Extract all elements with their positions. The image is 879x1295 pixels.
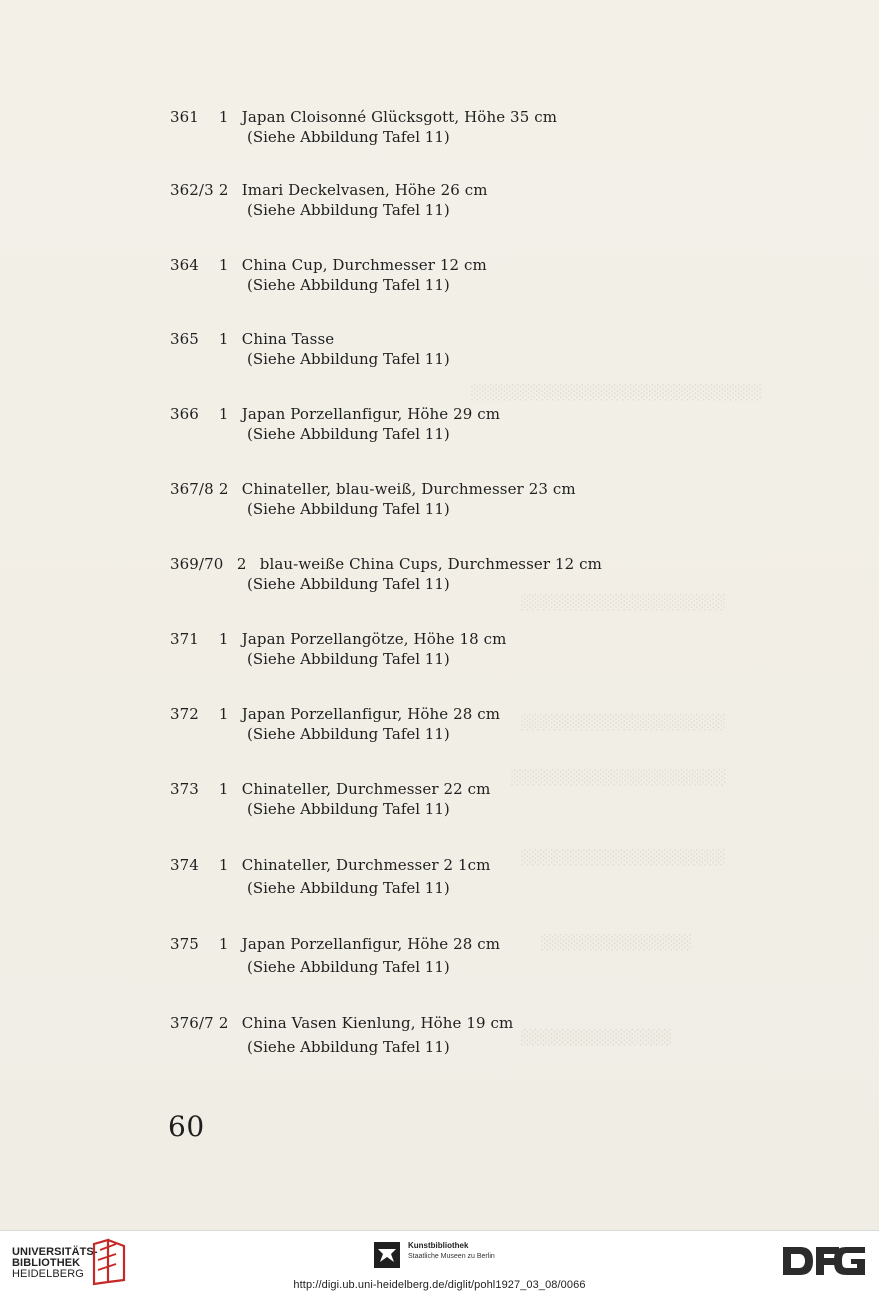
catalog-entry [170,404,690,444]
catalog-entry [170,329,690,369]
entry-number: 365 [170,330,199,348]
entry-description: Imari Deckelvasen, Höhe 26 cm [241,181,488,199]
heidelberg-library-text [12,1247,98,1280]
catalog-entry [170,554,690,594]
catalog-entry [170,704,690,744]
entry-description: Japan Porzellanfigur, Höhe 28 cm [241,705,501,723]
entry-number: 364 [170,256,199,274]
entry-main-line [170,404,690,424]
entry-reference: (Siehe Abbildung Tafel 11) [247,128,450,146]
entry-reference: (Siehe Abbildung Tafel 11) [247,425,450,443]
bleed-through-text: ░░░░░░░░░░░░░░░░░░░░ [510,770,726,786]
bleed-through-text: ░░░░░░░░░░░░░░ [520,1030,671,1046]
library-line-1: UNIVERSITÄTS- [12,1246,98,1258]
partner-subtitle: Staatliche Museen zu Berlin [408,1253,495,1260]
entry-quantity: 1 [218,780,229,798]
entry-quantity: 1 [218,630,229,648]
bleed-through-text: ░░░░░░░░░░░░░░░░░░░ [520,850,725,866]
entry-number: 372 [170,705,199,723]
entry-description: Japan Cloisonné Glücksgott, Höhe 35 cm [241,108,558,126]
page-url[interactable]: http://digi.ub.uni-heidelberg.de/diglit/pohl1927_03_08/0066 [293,1279,586,1291]
entry-description: Chinateller, Durchmesser 2 1cm [241,856,491,874]
page-number: 60 [168,1110,205,1143]
partner-title: Kunstbibliothek [408,1241,469,1250]
entry-main-line [170,107,690,127]
entry-description: Japan Porzellanfigur, Höhe 29 cm [241,405,501,423]
bleed-through-text: ░░░░░░░░░░░░░░░░░░░░░░░░░░░ [470,385,761,401]
catalog-entry [170,255,690,295]
catalog-entry [170,934,690,977]
eagle-icon [374,1242,400,1268]
entry-number: 373 [170,780,199,798]
entry-main-line [170,255,690,275]
entry-quantity: 2 [218,181,229,199]
entry-number: 362/3 [170,181,214,199]
entry-description: Japan Porzellanfigur, Höhe 28 cm [241,935,501,953]
library-line-3: HEIDELBERG [12,1268,84,1280]
catalog-entry [170,107,690,147]
entry-description: Japan Porzellangötze, Höhe 18 cm [241,630,507,648]
bleed-through-text: ░░░░░░░░░░░░░░░░░░░ [520,595,725,611]
entry-number: 367/8 [170,480,214,498]
entry-main-line [170,629,690,649]
entry-main-line [170,554,690,574]
catalog-entry [170,479,690,519]
entry-number: 375 [170,935,199,953]
library-line-2: BIBLIOTHEK [12,1257,81,1269]
entry-reference: (Siehe Abbildung Tafel 11) [247,725,450,743]
entry-main-line [170,704,690,724]
catalog-entry [170,180,690,220]
entry-main-line [170,479,690,499]
entry-number: 371 [170,630,199,648]
entry-description: blau-weiße China Cups, Durchmesser 12 cm [259,555,602,573]
viewer-footer [0,1230,879,1295]
entry-description: China Tasse [241,330,335,348]
kunstbibliothek-logo[interactable] [374,1241,534,1269]
entry-quantity: 1 [218,108,229,126]
entry-description: Chinateller, blau-weiß, Durchmesser 23 cm [241,480,576,498]
entry-number: 376/7 [170,1014,214,1032]
entry-reference: (Siehe Abbildung Tafel 11) [247,1038,450,1056]
entry-description: China Vasen Kienlung, Höhe 19 cm [241,1014,514,1032]
catalog-entry [170,1013,690,1057]
entry-quantity: 1 [218,405,229,423]
bleed-through-text: ░░░░░░░░░░░░░░ [540,935,691,951]
entry-description: China Cup, Durchmesser 12 cm [241,256,487,274]
entry-quantity: 1 [218,705,229,723]
dfg-logo[interactable] [782,1244,866,1278]
entry-reference: (Siehe Abbildung Tafel 11) [247,650,450,668]
entry-number: 366 [170,405,199,423]
entry-main-line [170,329,690,349]
entry-reference: (Siehe Abbildung Tafel 11) [247,201,450,219]
entry-reference: (Siehe Abbildung Tafel 11) [247,575,450,593]
entry-number: 369/70 [170,555,224,573]
entry-main-line [170,180,690,200]
entry-quantity: 1 [218,856,229,874]
entry-main-line [170,855,690,875]
bleed-through-text: ░░░░░░░░░░░░░░░░░░░ [520,715,725,731]
catalog-entry [170,855,690,898]
entry-quantity: 1 [218,330,229,348]
entry-reference: (Siehe Abbildung Tafel 11) [247,800,450,818]
entry-quantity: 1 [218,935,229,953]
entry-quantity: 2 [236,555,247,573]
entry-reference: (Siehe Abbildung Tafel 11) [247,276,450,294]
entry-number: 361 [170,108,199,126]
entry-main-line [170,1013,690,1033]
entry-description: Chinateller, Durchmesser 22 cm [241,780,491,798]
entry-main-line [170,934,690,954]
entry-reference: (Siehe Abbildung Tafel 11) [247,350,450,368]
entry-reference: (Siehe Abbildung Tafel 11) [247,879,450,897]
entry-reference: (Siehe Abbildung Tafel 11) [247,500,450,518]
entry-quantity: 2 [218,480,229,498]
entry-number: 374 [170,856,199,874]
catalog-entry [170,629,690,669]
entry-quantity: 2 [218,1014,229,1032]
entry-quantity: 1 [218,256,229,274]
catalog-entry [170,779,690,819]
entry-main-line [170,779,690,799]
entry-reference: (Siehe Abbildung Tafel 11) [247,958,450,976]
